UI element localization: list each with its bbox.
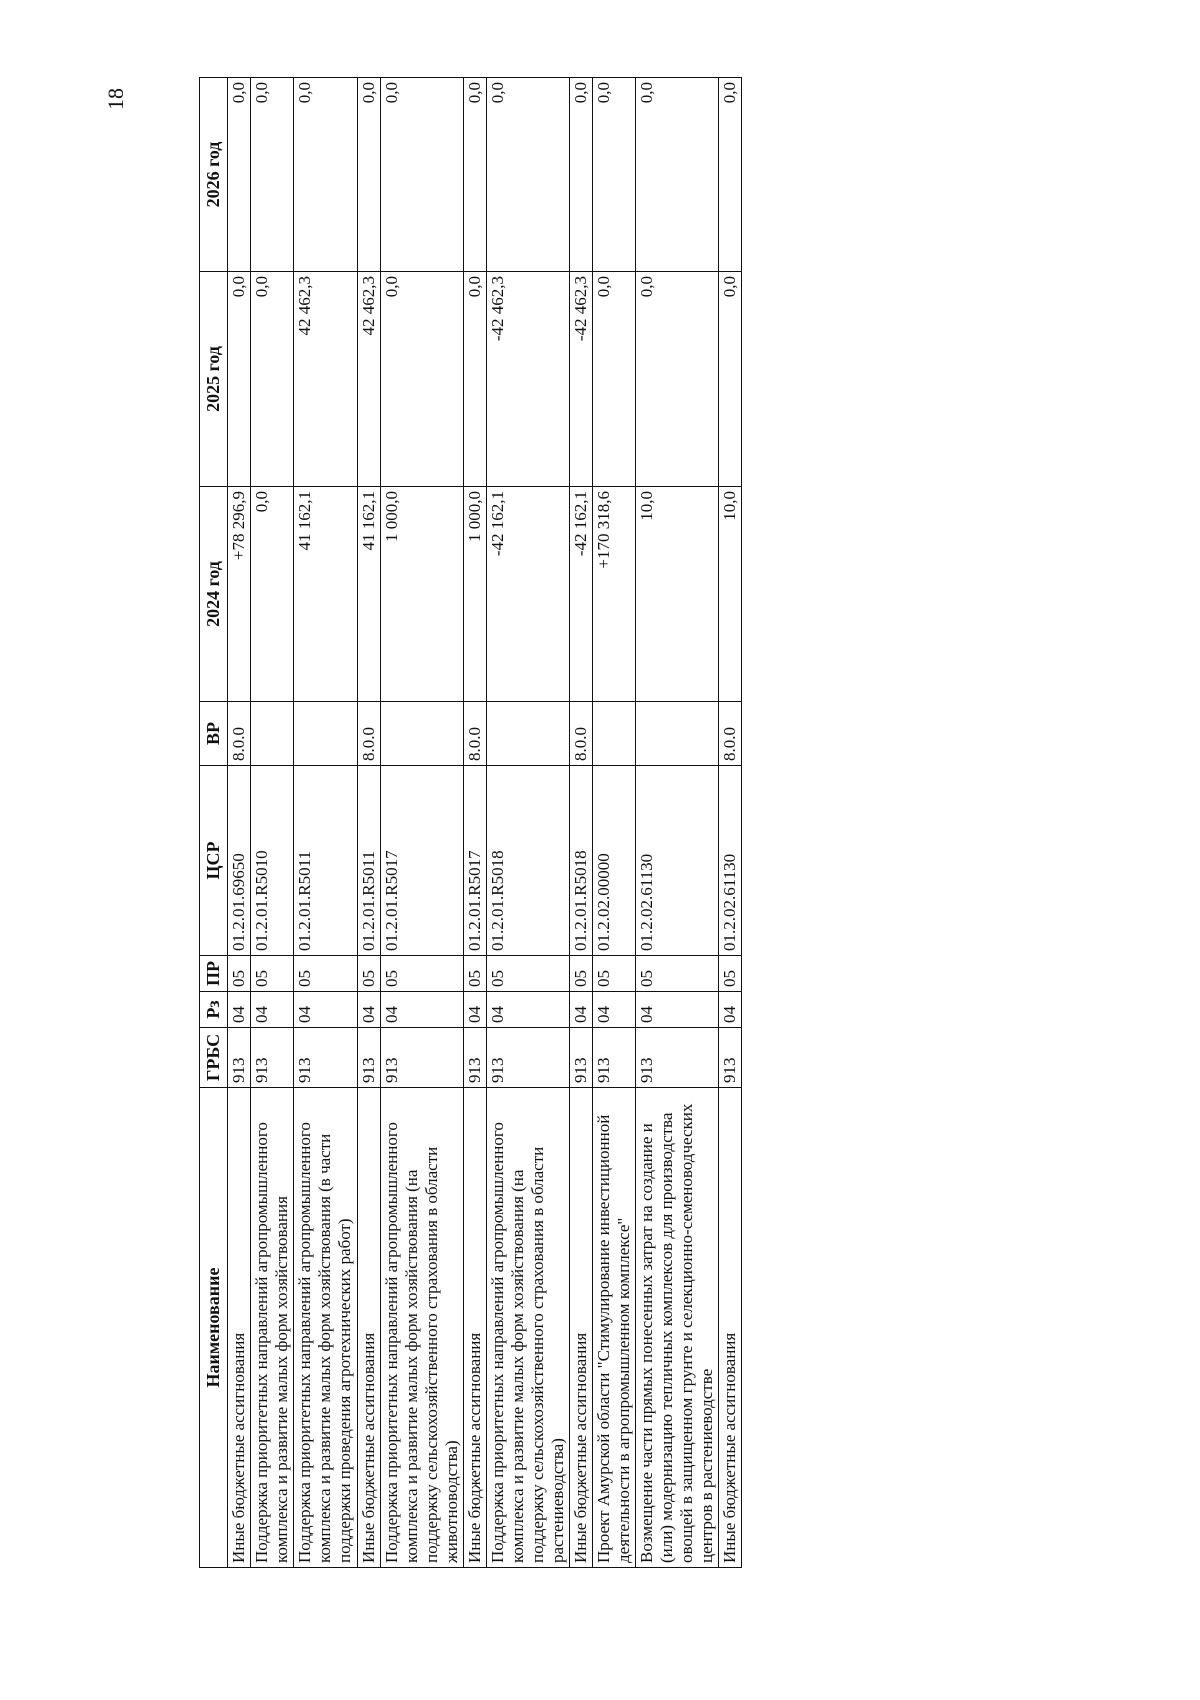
header-name: Наименование — [200, 1088, 228, 1568]
cell-2024: -42 162,1 — [486, 487, 569, 702]
cell-2026: 0,0 — [228, 78, 251, 272]
cell-2026: 0,0 — [294, 78, 357, 272]
rotated-table-wrapper — [199, 78, 1029, 1568]
header-2024: 2024 год — [200, 487, 228, 702]
cell-pr: 05 — [228, 956, 251, 992]
header-csr: ЦСР — [200, 766, 228, 956]
cell-grbs: 913 — [463, 1028, 486, 1088]
cell-vr: 8.0.0 — [719, 702, 742, 766]
cell-pr: 05 — [486, 956, 569, 992]
cell-csr: 01.2.01.R5018 — [486, 766, 569, 956]
cell-2026: 0,0 — [593, 78, 636, 272]
cell-vr: 8.0.0 — [357, 702, 380, 766]
cell-vr — [593, 702, 636, 766]
cell-csr: 01.2.02.00000 — [593, 766, 636, 956]
cell-grbs: 913 — [380, 1028, 463, 1088]
cell-grbs: 913 — [294, 1028, 357, 1088]
cell-2024: +170 318,6 — [593, 487, 636, 702]
cell-grbs: 913 — [719, 1028, 742, 1088]
cell-csr: 01.2.02.61130 — [719, 766, 742, 956]
cell-vr — [380, 702, 463, 766]
cell-2026: 0,0 — [719, 78, 742, 272]
cell-name: Поддержка приоритетных направлений агропромышленного комплекса и развитие малых форм хозяйствования (на поддержку сельскохозяйственного страхования в области животноводства) — [380, 1088, 463, 1568]
cell-pr: 05 — [380, 956, 463, 992]
cell-rz: 04 — [486, 992, 569, 1028]
cell-name: Иные бюджетные ассигнования — [569, 1088, 592, 1568]
table-row — [593, 78, 636, 1568]
cell-2025: -42 462,3 — [486, 272, 569, 487]
cell-pr: 05 — [719, 956, 742, 992]
cell-grbs: 913 — [228, 1028, 251, 1088]
table-row — [228, 78, 251, 1568]
cell-pr: 05 — [463, 956, 486, 992]
cell-2026: 0,0 — [380, 78, 463, 272]
cell-name: Поддержка приоритетных направлений агропромышленного комплекса и развитие малых форм хозяйствования — [251, 1088, 294, 1568]
cell-2024: 41 162,1 — [294, 487, 357, 702]
cell-grbs: 913 — [569, 1028, 592, 1088]
header-2026: 2026 год — [200, 78, 228, 272]
cell-rz: 04 — [228, 992, 251, 1028]
table-row — [294, 78, 357, 1568]
cell-name: Иные бюджетные ассигнования — [228, 1088, 251, 1568]
cell-2024: 41 162,1 — [357, 487, 380, 702]
cell-grbs: 913 — [636, 1028, 719, 1088]
cell-grbs: 913 — [593, 1028, 636, 1088]
cell-2024: 1 000,0 — [380, 487, 463, 702]
table-row — [463, 78, 486, 1568]
cell-vr: 8.0.0 — [569, 702, 592, 766]
cell-rz: 04 — [463, 992, 486, 1028]
cell-grbs: 913 — [357, 1028, 380, 1088]
cell-2026: 0,0 — [636, 78, 719, 272]
table-row — [380, 78, 463, 1568]
cell-2025: 42 462,3 — [294, 272, 357, 487]
cell-2025: 0,0 — [593, 272, 636, 487]
cell-vr: 8.0.0 — [228, 702, 251, 766]
budget-table — [199, 77, 742, 1568]
cell-csr: 01.2.01.R5010 — [251, 766, 294, 956]
cell-csr: 01.2.01.R5017 — [380, 766, 463, 956]
cell-2026: 0,0 — [486, 78, 569, 272]
header-grbs: ГРБС — [200, 1028, 228, 1088]
cell-csr: 01.2.01.R5011 — [294, 766, 357, 956]
cell-2025: 0,0 — [719, 272, 742, 487]
header-rz: Рз — [200, 992, 228, 1028]
header-2025: 2025 год — [200, 272, 228, 487]
table-row — [486, 78, 569, 1568]
cell-pr: 05 — [593, 956, 636, 992]
cell-2024: 10,0 — [719, 487, 742, 702]
cell-csr: 01.2.01.R5017 — [463, 766, 486, 956]
cell-pr: 05 — [357, 956, 380, 992]
cell-rz: 04 — [719, 992, 742, 1028]
cell-2024: +78 296,9 — [228, 487, 251, 702]
cell-2024: 10,0 — [636, 487, 719, 702]
cell-rz: 04 — [357, 992, 380, 1028]
cell-2025: 0,0 — [380, 272, 463, 487]
cell-vr — [486, 702, 569, 766]
cell-csr: 01.2.01.R5018 — [569, 766, 592, 956]
cell-name: Иные бюджетные ассигнования — [463, 1088, 486, 1568]
header-vr: ВР — [200, 702, 228, 766]
cell-name: Поддержка приоритетных направлений агропромышленного комплекса и развитие малых форм хозяйствования (на поддержку сельскохозяйственного страхования в области растениеводства) — [486, 1088, 569, 1568]
cell-2025: 42 462,3 — [357, 272, 380, 487]
cell-2025: 0,0 — [228, 272, 251, 487]
cell-csr: 01.2.01.69650 — [228, 766, 251, 956]
table-row — [357, 78, 380, 1568]
cell-pr: 05 — [294, 956, 357, 992]
cell-name: Проект Амурской области "Стимулирование инвестиционной деятельности в агропромышленном комплексе" — [593, 1088, 636, 1568]
table-row — [569, 78, 592, 1568]
cell-2024: 0,0 — [251, 487, 294, 702]
cell-name: Поддержка приоритетных направлений агропромышленного комплекса и развитие малых форм хозяйствования (в части поддержки проведения агротехнических работ) — [294, 1088, 357, 1568]
cell-grbs: 913 — [251, 1028, 294, 1088]
cell-vr: 8.0.0 — [463, 702, 486, 766]
cell-rz: 04 — [593, 992, 636, 1028]
cell-vr — [636, 702, 719, 766]
cell-rz: 04 — [569, 992, 592, 1028]
cell-2026: 0,0 — [569, 78, 592, 272]
cell-2025: 0,0 — [251, 272, 294, 487]
cell-pr: 05 — [636, 956, 719, 992]
cell-2026: 0,0 — [463, 78, 486, 272]
cell-rz: 04 — [636, 992, 719, 1028]
cell-rz: 04 — [380, 992, 463, 1028]
cell-2026: 0,0 — [357, 78, 380, 272]
page-number: 18 — [103, 88, 128, 110]
cell-csr: 01.2.01.R5011 — [357, 766, 380, 956]
table-row — [251, 78, 294, 1568]
table-header-row — [200, 78, 228, 1568]
cell-name: Иные бюджетные ассигнования — [357, 1088, 380, 1568]
cell-name: Возмещение части прямых понесенных затрат на создание и (или) модернизацию тепличных комплексов для производства овощей в защищенном грунте и селекционно-семеноводческих центров в растениеводстве — [636, 1088, 719, 1568]
cell-name: Иные бюджетные ассигнования — [719, 1088, 742, 1568]
cell-vr — [294, 702, 357, 766]
cell-2025: 0,0 — [463, 272, 486, 487]
cell-rz: 04 — [251, 992, 294, 1028]
cell-vr — [251, 702, 294, 766]
cell-2024: 1 000,0 — [463, 487, 486, 702]
cell-2026: 0,0 — [251, 78, 294, 272]
cell-2025: 0,0 — [636, 272, 719, 487]
cell-pr: 05 — [569, 956, 592, 992]
cell-2025: -42 462,3 — [569, 272, 592, 487]
cell-2024: -42 162,1 — [569, 487, 592, 702]
table-row — [636, 78, 719, 1568]
table-row — [719, 78, 742, 1568]
header-pr: ПР — [200, 956, 228, 992]
cell-csr: 01.2.02.61130 — [636, 766, 719, 956]
cell-grbs: 913 — [486, 1028, 569, 1088]
cell-pr: 05 — [251, 956, 294, 992]
cell-rz: 04 — [294, 992, 357, 1028]
